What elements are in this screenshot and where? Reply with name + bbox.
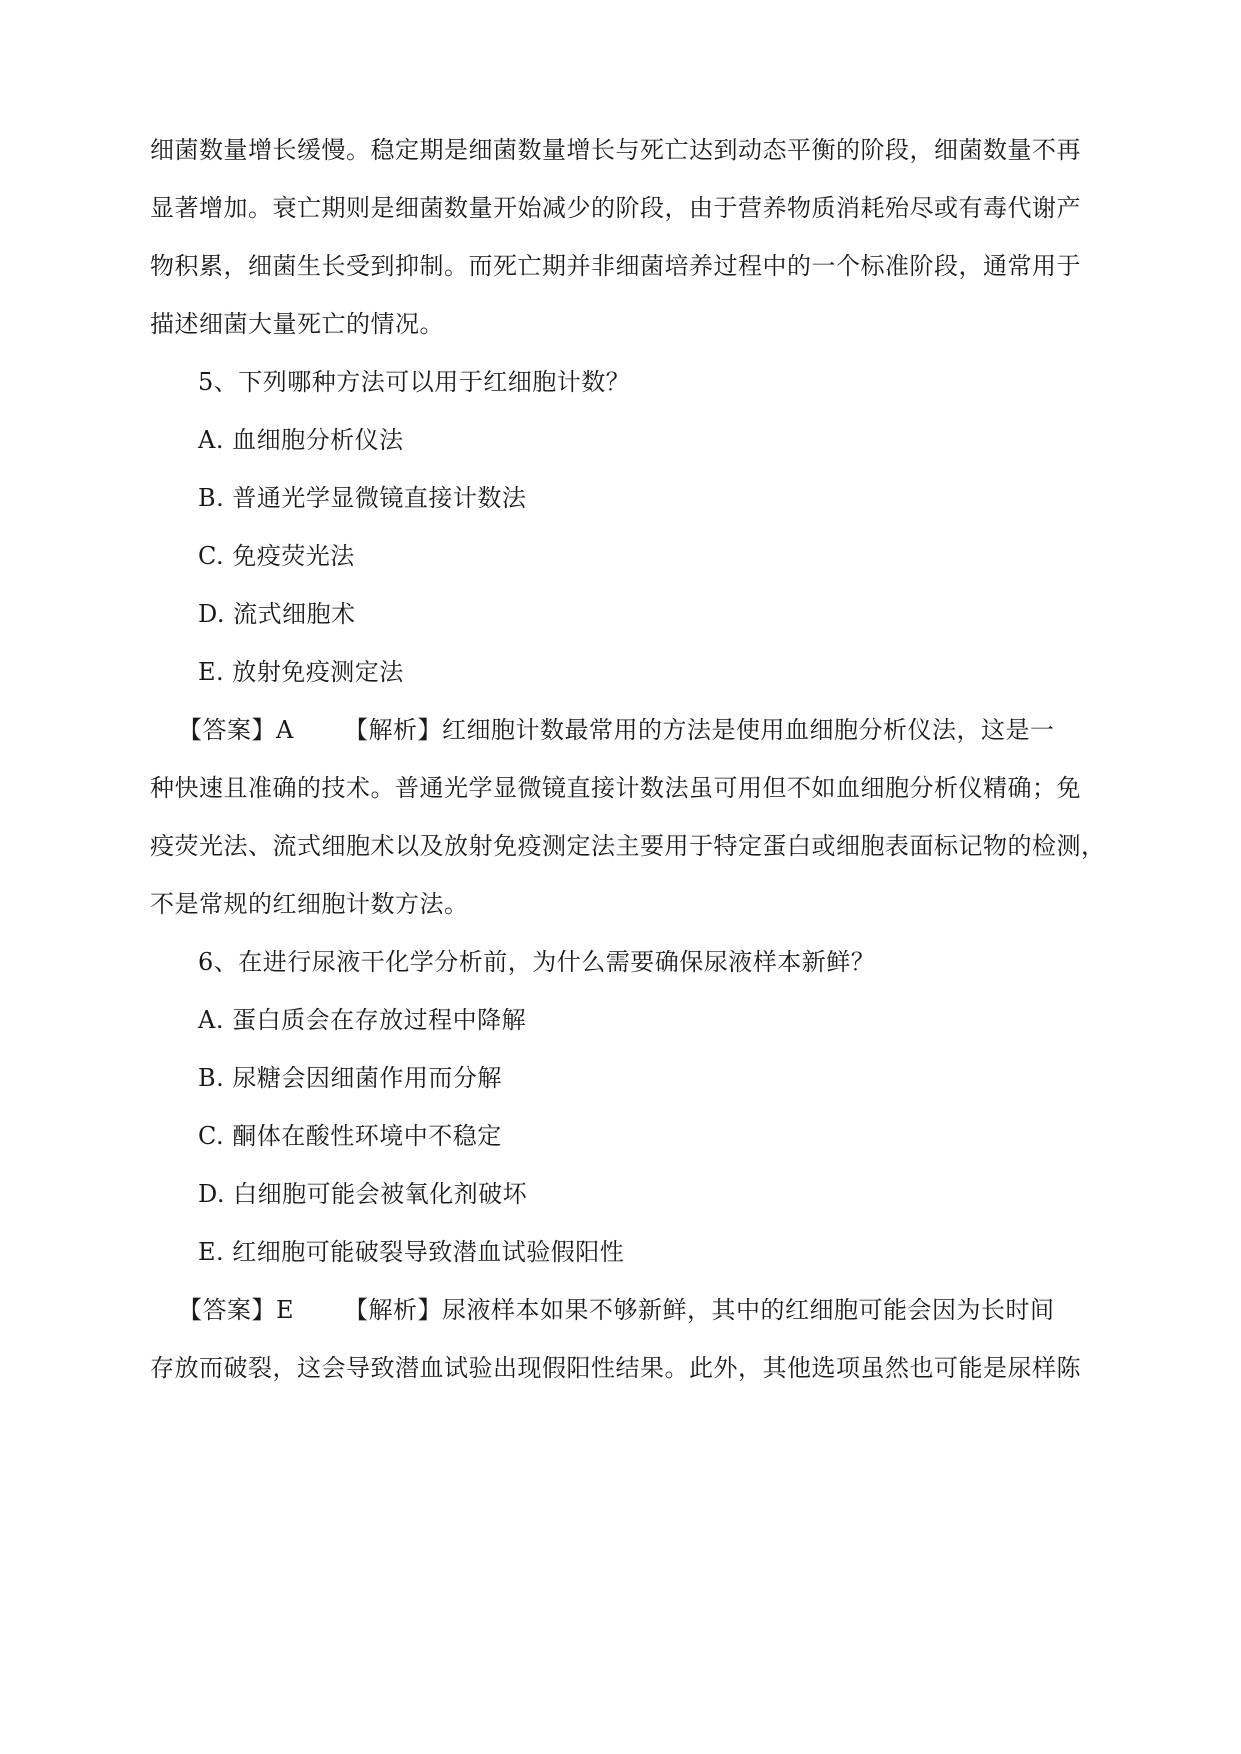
q5-answer: 【答案】A — [178, 716, 294, 744]
q5-analysis-line-4: 不是常规的红细胞计数方法。 — [150, 890, 469, 918]
intro-line-3: 物积累，细菌生长受到抑制。而死亡期并非细菌培养过程中的一个标准阶段，通常用于 — [150, 252, 1081, 280]
intro-line-4: 描述细菌大量死亡的情况。 — [150, 310, 444, 338]
q6-option-b: B. 尿糖会因细菌作用而分解 — [198, 1064, 502, 1092]
q6-answer: 【答案】E — [178, 1296, 295, 1324]
q5-analysis-line-3: 疫荧光法、流式细胞术以及放射免疫测定法主要用于特定蛋白或细胞表面标记物的检测， — [150, 832, 1106, 860]
q6-option-c: C. 酮体在酸性环境中不稳定 — [198, 1122, 502, 1150]
q5-option-d: D. 流式细胞术 — [198, 600, 356, 628]
q5-analysis-first: 【解析】红细胞计数最常用的方法是使用血细胞分析仪法，这是一 — [344, 716, 1055, 744]
q6-answer-line — [178, 1295, 1118, 1325]
q5-option-e: E. 放射免疫测定法 — [198, 658, 404, 686]
q6-analysis-line-2: 存放而破裂，这会导致潜血试验出现假阳性结果。此外，其他选项虽然也可能是尿样陈 — [150, 1354, 1081, 1382]
q6-analysis-first: 【解析】尿液样本如果不够新鲜，其中的红细胞可能会因为长时间 — [344, 1296, 1055, 1324]
question-5: 5、下列哪种方法可以用于红细胞计数？ — [198, 368, 631, 396]
q5-answer-line — [178, 715, 1118, 745]
intro-line-2: 显著增加。衰亡期则是细菌数量开始减少的阶段，由于营养物质消耗殆尽或有毒代谢产 — [150, 194, 1081, 222]
q5-option-a: A. 血细胞分析仪法 — [198, 426, 404, 454]
q6-option-a: A. 蛋白质会在存放过程中降解 — [198, 1006, 527, 1034]
q6-option-d: D. 白细胞可能会被氧化剂破坏 — [198, 1180, 528, 1208]
question-6: 6、在进行尿液干化学分析前，为什么需要确保尿液样本新鲜？ — [198, 948, 876, 976]
q6-option-e: E. 红细胞可能破裂导致潜血试验假阳性 — [198, 1238, 625, 1266]
q5-analysis-line-2: 种快速且准确的技术。普通光学显微镜直接计数法虽可用但不如血细胞分析仪精确；免 — [150, 774, 1081, 802]
q5-option-b: B. 普通光学显微镜直接计数法 — [198, 484, 527, 512]
q5-option-c: C. 免疫荧光法 — [198, 542, 355, 570]
intro-line-1: 细菌数量增长缓慢。稳定期是细菌数量增长与死亡达到动态平衡的阶段，细菌数量不再 — [150, 136, 1081, 164]
